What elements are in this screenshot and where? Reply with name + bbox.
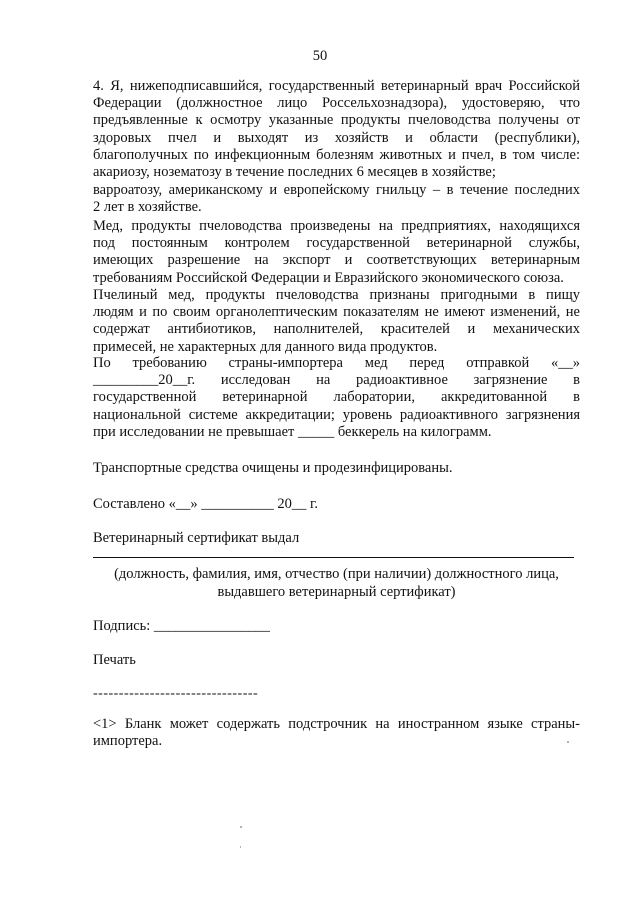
text-line: По требованию страны-импортера мед перед отправкой «__» xyxy=(93,355,580,371)
footnote-separator: -------------------------------- xyxy=(93,686,258,701)
caption-line: выдавшего ветеринарный сертификат) xyxy=(217,583,456,600)
text-line: импортера. xyxy=(93,733,163,750)
paragraph-varroa xyxy=(93,182,580,216)
official-name-line xyxy=(93,557,574,558)
text-line: под постоянным контролем государственной ветеринарной службы, xyxy=(93,235,580,252)
text-line: Пчелиный мед, продукты пчеловодства признаны пригодными в пищу xyxy=(93,287,580,303)
text-line: людям и по своим органолептическим показателям не имеют изменений, не xyxy=(93,304,580,321)
compiled-date-line: Составлено «__» __________ 20__ г. xyxy=(93,496,318,512)
text-line: Мед, продукты пчеловодства произведены на предприятиях, находящихся xyxy=(93,218,580,234)
stamp-label: Печать xyxy=(93,652,136,668)
text-line: благополучных по инфекционным болезням животных и пчел, в том числе: xyxy=(93,146,580,163)
text-line: предъявленные к осмотру указанные продукты пчеловодства получены от xyxy=(93,112,580,129)
page-number: 50 xyxy=(312,48,328,64)
signature-field: Подпись: ________________ xyxy=(93,618,270,634)
text-line: Федерации (должностное лицо Россельхознадзора), удостоверяю, что xyxy=(93,95,580,112)
text-line: акариозу, нозематозу в течение последних 6 месяцев в хозяйстве; xyxy=(93,164,496,181)
text-line: варроатозу, американскому и европейскому гнильцу – в течение последних xyxy=(93,182,580,198)
text-line: _________20__г. исследован на радиоактивное загрязнение в xyxy=(93,372,580,389)
scan-speck xyxy=(240,826,242,828)
text-line: <1> Бланк может содержать подстрочник на иностранном языке страны- xyxy=(93,716,580,732)
text-line: при исследовании не превышает _____ беккерель на килограмм. xyxy=(93,423,492,440)
scan-speck xyxy=(240,846,241,848)
paragraph-honey xyxy=(93,218,580,287)
caption-line: (должность, фамилия, имя, отчество (при наличии) должностного лица, xyxy=(114,566,559,582)
text-line: содержат антибиотиков, наполнителей, красителей и механических xyxy=(93,321,580,338)
scan-speck xyxy=(567,741,569,743)
text-line: национальной системе аккредитации; уровень радиоактивного загрязнения xyxy=(93,406,580,423)
text-line: 2 лет в хозяйстве. xyxy=(93,199,202,216)
footnote xyxy=(93,716,580,750)
text-line: 4. Я, нижеподписавшийся, государственный ветеринарный врач Российской xyxy=(93,78,580,94)
issued-by-label: Ветеринарный сертификат выдал xyxy=(93,530,300,546)
text-line: государственной ветеринарной лаборатории, аккредитованной в xyxy=(93,389,580,406)
text-line: здоровых пчел и выходят из хозяйств и области (республики), xyxy=(93,129,580,146)
text-line: примесей, не характерных для данного вида продуктов. xyxy=(93,338,438,355)
paragraph-radio xyxy=(93,355,580,441)
paragraph-fit xyxy=(93,287,580,356)
vehicles-statement: Транспортные средства очищены и продезинфицированы. xyxy=(93,460,453,476)
text-line: требованиям Российской Федерации и Евразийского экономического союза. xyxy=(93,269,564,286)
text-line: имеющих разрешение на экспорт и соответствующих ветеринарным xyxy=(93,252,580,269)
official-caption xyxy=(93,566,580,601)
paragraph-4 xyxy=(93,78,580,181)
